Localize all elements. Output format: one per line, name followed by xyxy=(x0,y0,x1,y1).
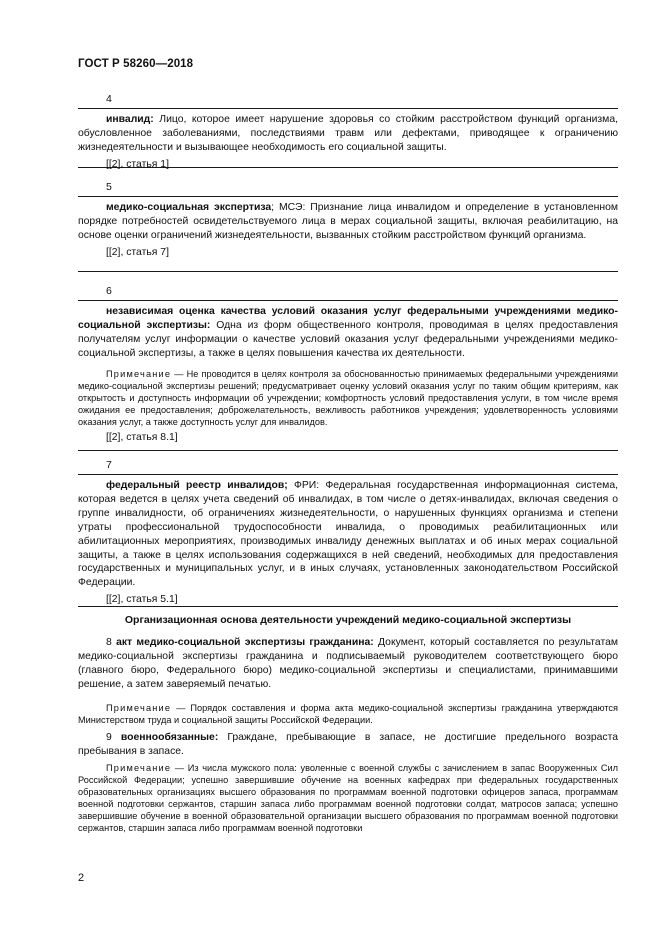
term-definition-text: Документ, который составляется по результатам медико-социальной экспертизы гражданина и подписываемый руководителем соответствующего бюро (главного бюро, Федерального бюро) медико-социальной экспертизы и специалистами, принимавшими решение, а затем заверяемый печатью. xyxy=(78,637,619,690)
term-number: 5 xyxy=(106,181,112,193)
term-definition-text: Одна из форм общественного контроля, проводимая в целях предоставления получателям услуг информации о качестве условий оказания услуг федеральными учреждениями медико-социальной экспертизы, а также в целях повышения качества их деятельности. xyxy=(78,319,619,359)
term-title: федеральный реестр инвалидов; xyxy=(106,480,288,491)
term-number: 9 xyxy=(106,732,112,743)
page-number: 2 xyxy=(78,872,85,884)
term-frame xyxy=(78,474,618,607)
note-label: Примечание xyxy=(106,703,172,713)
term-definition xyxy=(78,113,618,155)
term-number: 7 xyxy=(106,459,112,471)
term-note xyxy=(78,368,618,428)
term-number: 8 xyxy=(106,637,112,648)
note-text: — Порядок составления и форма акта медико-социальной экспертизы гражданина утверждаются Министерством труда и социальной защиты Российской Федерации. xyxy=(78,703,618,726)
term-source: [[2], статья 1] xyxy=(106,158,169,170)
term-frame xyxy=(78,196,618,272)
document-header: ГОСТ Р 58260—2018 xyxy=(78,58,194,70)
term-frame xyxy=(78,108,618,168)
term-entry-8 xyxy=(78,636,618,692)
term-note-8 xyxy=(78,702,618,726)
term-source: [[2], статья 7] xyxy=(106,246,169,258)
term-title: инвалид: xyxy=(106,114,154,125)
note-label: Примечание xyxy=(106,368,172,379)
term-title: медико-социальная экспертиза xyxy=(106,202,272,213)
term-entry-9 xyxy=(78,731,618,759)
note-text: — Не проводится в целях контроля за обоснованностью принимаемых федеральными учреждениями медико-социальной экспертизы решений; предусматривает оценку условий оказания услуг по таким общим критериям, как открытость и доступность информации об учреждении; комфортность условий предоставления услуги, в том числе время ожидания ее предоставления; доброжелательность, вежливость работников учреждения; удовлетворенность условиями оказания услуг, а также доступность услуг для инвалидов. xyxy=(78,368,618,427)
term-title: акт медико-социальной экспертизы гражданина: xyxy=(116,637,374,648)
note-text: — Из числа мужского пола: уволенные с военной службы с зачислением в запас Вооруженных Сил Российской Федерации; успешно завершившие обучение на военных кафедрах при федеральных государственных образовательных организациях высшего образования по программам военной подготовки офицеров запаса, программам военной подготовки сержантов, старшин запаса либо программам военной подготовки солдат, матросов запаса; успешно завершившие обучение в военной образовательной организации высшего образования по программам военной подготовки сержантов, старшин запаса либо программам военной подготовки xyxy=(78,763,618,834)
term-frame xyxy=(78,300,618,451)
term-source: [[2], статья 8.1] xyxy=(106,432,178,444)
term-title: военнообязанные: xyxy=(120,732,219,743)
term-number: 6 xyxy=(106,285,112,297)
term-definition xyxy=(78,305,618,361)
term-note-9 xyxy=(78,762,618,835)
term-source: [[2], статья 5.1] xyxy=(106,594,178,606)
section-heading: Организационная основа деятельности учреждений медико-социальной экспертизы xyxy=(124,614,572,626)
term-definition-text: Лицо, которое имеет нарушение здоровья со стойким расстройством функций организма, обусловленное заболеваниями, последствиями травм или дефектами, приводящее к ограничению жизнедеятельности и вызывающее необходимость его социальной защиты. xyxy=(78,114,618,153)
note-label: Примечание xyxy=(106,763,172,773)
term-definition-text: ; МСЭ: Признание лица инвалидом и определение в установленном порядке потребностей освидетельствуемого лица в мерах социальной защиты, включая реабилитацию, на основе оценки ограничений жизнедеятельности, вызванных стойким расстройством функций организма. xyxy=(78,202,618,241)
term-definition-text: Граждане, пребывающие в запасе, не достигшие предельного возраста пребывания в запасе. xyxy=(78,732,619,757)
term-title: независимая оценка качества условий оказания услуг федеральными учреждениями медико-социальной экспертизы: xyxy=(78,306,618,331)
term-definition xyxy=(78,479,618,590)
term-number: 4 xyxy=(106,93,112,105)
term-definition-text: ФРИ: Федеральная государственная информационная система, которая ведется в целях учета сведений об инвалидах, в том числе о детях-инвалидах, включая сведения о группе инвалидности, об ограничениях жизнедеятельности, о нарушенных функциях организма и степени утраты профессиональной трудоспособности инвалида, о проводимых реабилитационных или абилитационных мероприятиях, производимых инвалиду денежных выплатах и об иных мерах социальной защиты, а также в целях использования содержащихся в ней сведений, необходимых для предоставления государственных и муниципальных услуг, и в иных случаях, установленных законодательством Российской Федерации. xyxy=(78,480,618,589)
term-definition xyxy=(78,201,618,243)
